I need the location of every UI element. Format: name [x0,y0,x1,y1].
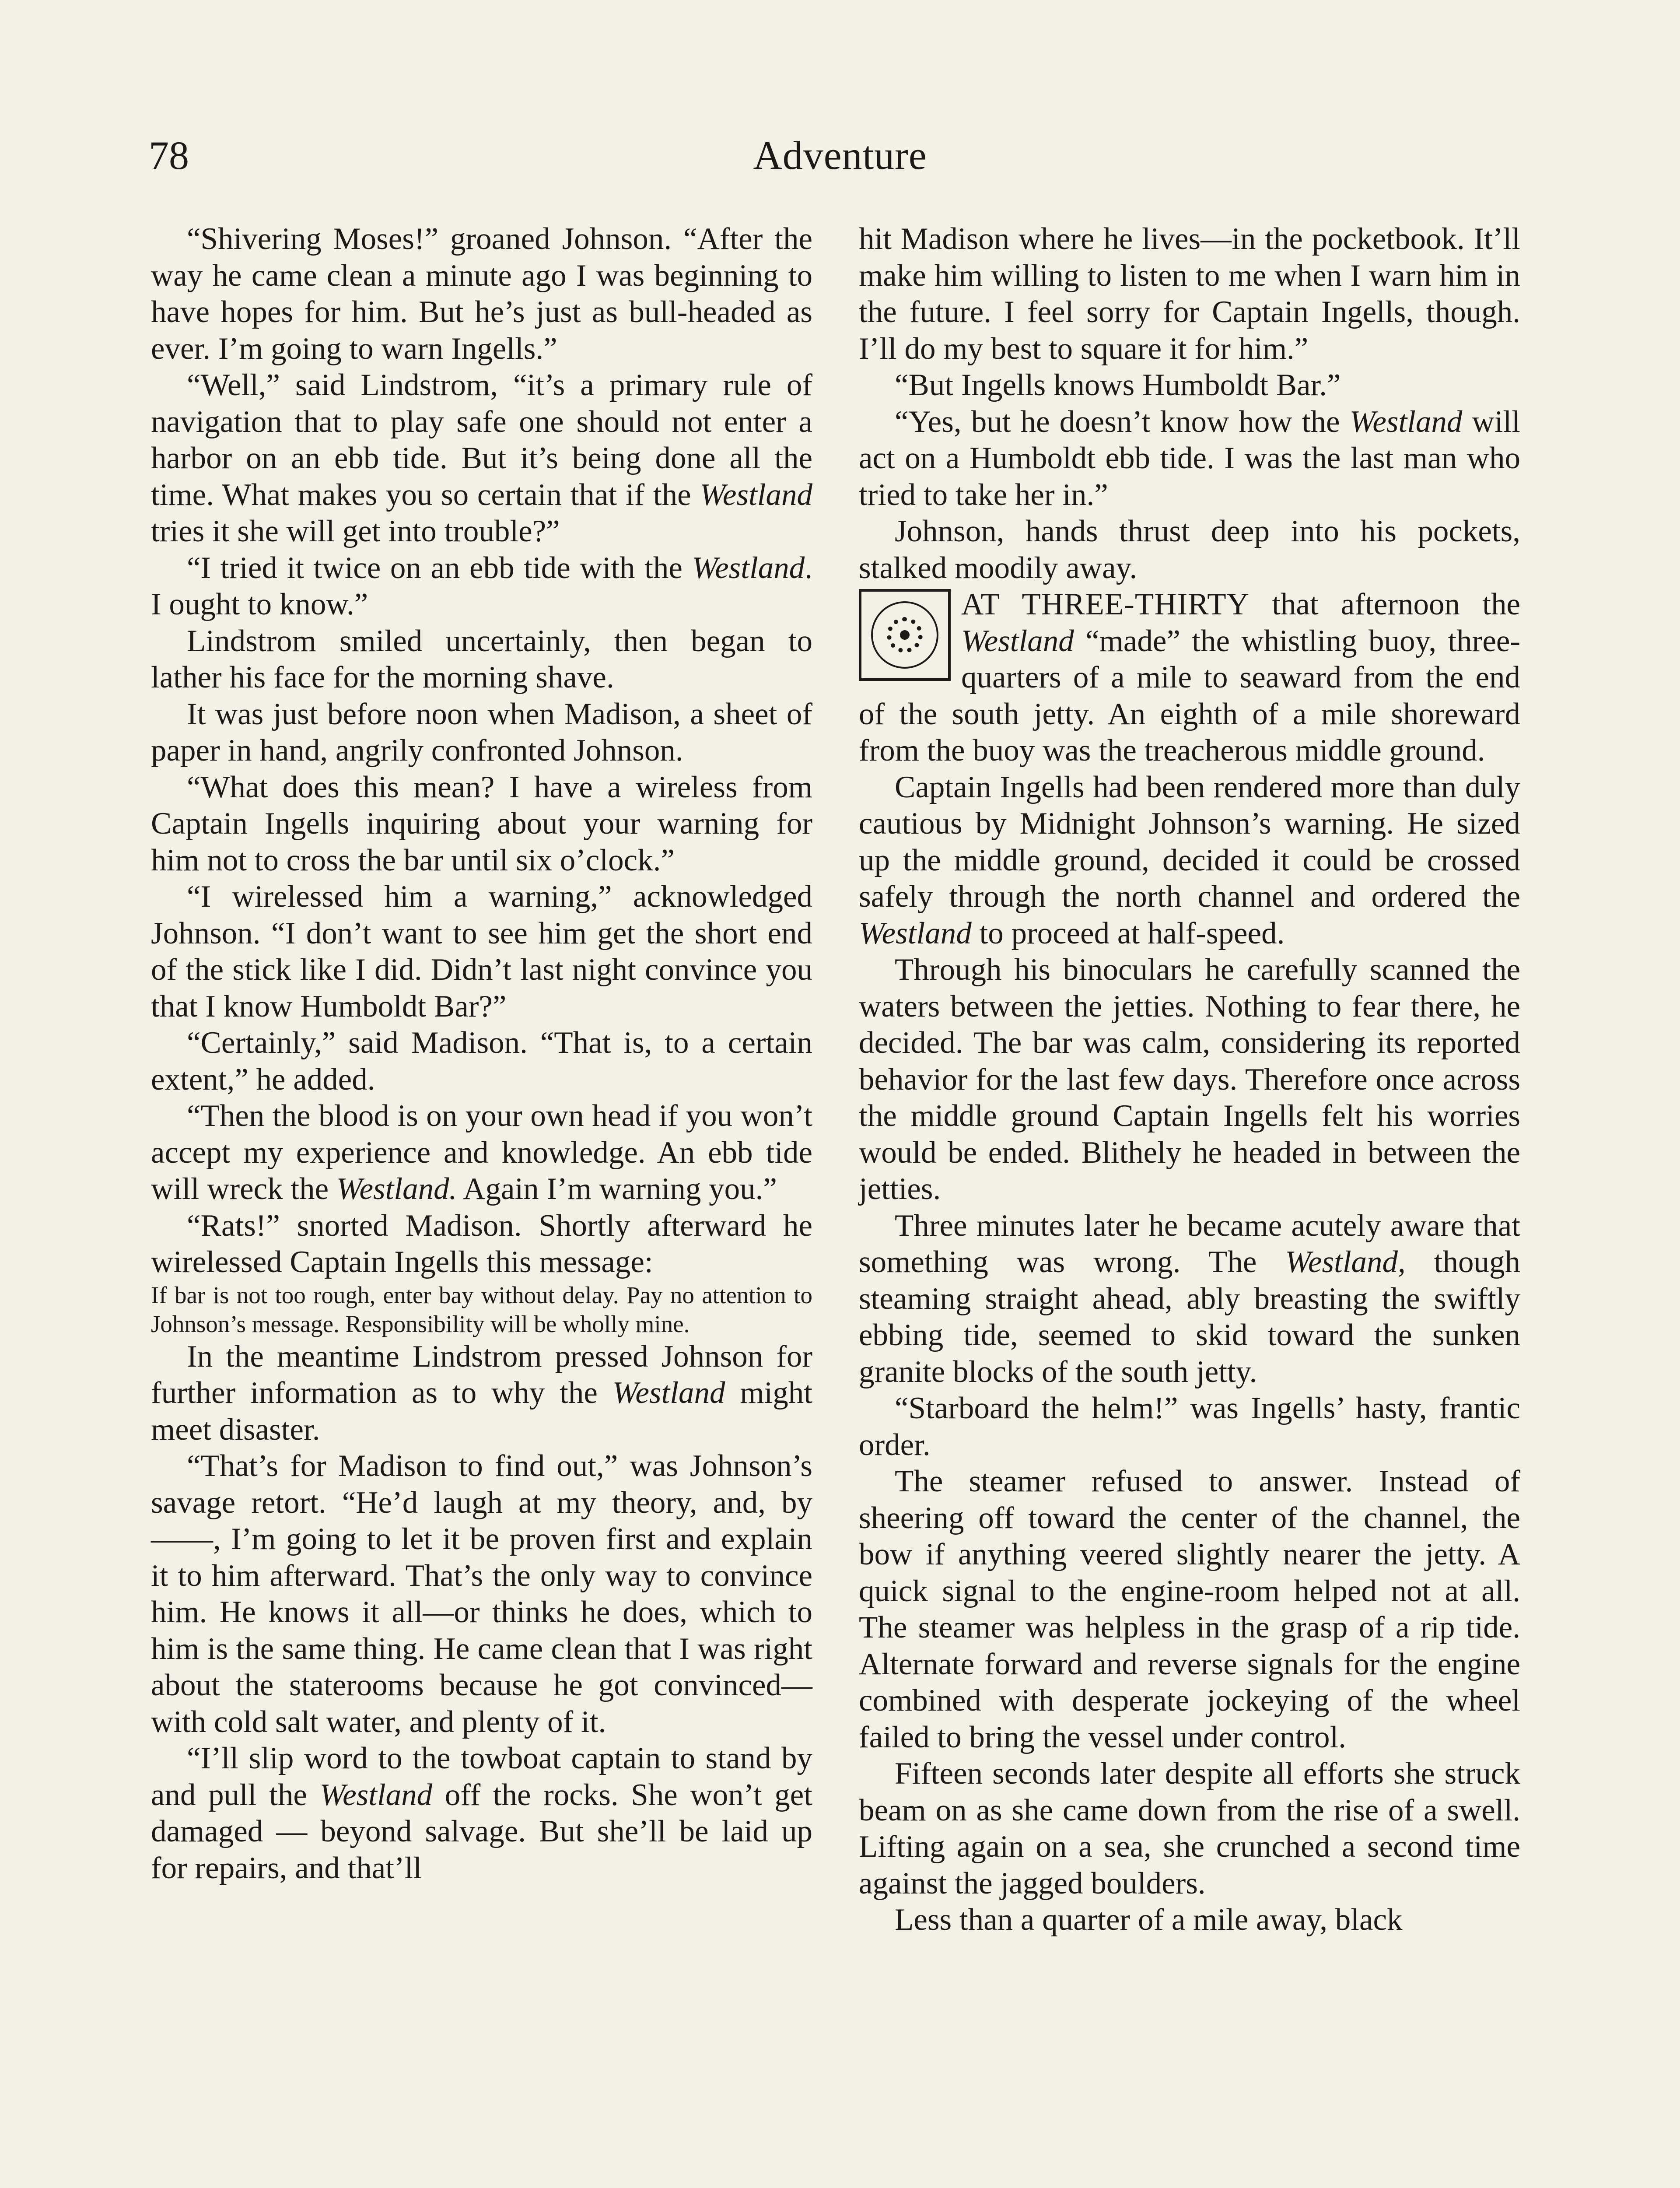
running-title: Adventure [753,133,927,178]
paragraph: Johnson, hands thrust deep into his pockets, stalked moodily away. [859,514,1520,585]
ship-name: Westland, [1285,1245,1406,1279]
left-column [151,221,812,1886]
lead-in: AT THREE-THIRTY [961,587,1250,621]
ship-name: Westland [319,1778,433,1812]
paragraph: “Rats!” snorted Madison. Shortly afterward he wirelessed Captain Ingells this message: [151,1208,812,1279]
paragraph: “Shivering Moses!” groaned Johnson. “After the way he came clean a minute ago I was beginning to have hopes for him. But he’s just as bull-headed as ever. I’m going to warn Ingells.” [151,222,812,366]
paragraph: hit Madison where he lives—in the pocketbook. It’ll make him willing to listen to me when I warn him in the future. I feel sorry for Captain Ingells, though. I’ll do my best to square it for him.” [859,222,1520,366]
paragraph: “Certainly,” said Madison. “That is, to a certain extent,” he added. [151,1026,812,1097]
paragraph: “I tried it twice on an ebb tide with the Westland. I ought to know.” [151,551,812,621]
paragraph: “Well,” said Lindstrom, “it’s a primary rule of navigation that to play safe one should not enter a harbor on an ebb tide. But it’s being done all the time. What makes you so certain that if the Westland tries it she will get into trouble?” [151,368,812,548]
ship-name: Westland [700,477,812,512]
ship-name: Westland [961,624,1074,658]
paragraph: “That’s for Madison to find out,” was Johnson’s savage retort. “He’d laugh at my theory, and, by ——, I’m going to let it be proven first and explain it to him afterward. That’s the only way to convince him. He knows it all—or thinks he does, which to him is the same thing. He came clean that I was right about the staterooms because he got convinced—with cold salt water, and plenty of it. [151,1449,812,1739]
right-column [859,221,1520,1939]
ship-name: Westland [612,1376,725,1410]
ship-name: Westland. [336,1172,457,1206]
paragraph: Fifteen seconds later despite all efforts she struck beam on as she came down from the rise of a swell. Lifting again on a sea, she crunched a second time against the jagged boulders. [859,1757,1520,1900]
paragraph: Captain Ingells had been rendered more than duly cautious by Midnight Johnson’s warning. He sized up the middle ground, decided it could be crossed safely through the north channel and ordered the Westland to proceed at half-speed. [859,770,1520,950]
page-number: 78 [149,133,189,178]
page-header [149,127,1531,193]
paragraph: “I’ll slip word to the towboat captain to stand by and pull the Westland off the rocks. She won’t get damaged — beyond salvage. But she’ll be laid up for repairs, and that’ll [151,1741,812,1885]
paragraph: “What does this mean? I have a wireless from Captain Ingells inquiring about your warning for him not to cross the bar until six o’clock.” [151,770,812,877]
paragraph: The steamer refused to answer. Instead of sheering off toward the center of the channel, the bow if anything veered slightly nearer the jetty. A quick signal to the engine-room helped not at all. The steamer was helpless in the grasp of a rip tide. Alternate forward and reverse signals for the engine combined with desperate jockeying of the wheel failed to bring the vessel under control. [859,1464,1520,1754]
paragraph: “Yes, but he doesn’t know how the Westland will act on a Humboldt ebb tide. I was the last man who tried to take her in.” [859,404,1520,512]
ship-name: Westland [692,551,805,585]
section-opening-paragraph: AT THREE-THIRTY that afternoon the Westland “made” the whistling buoy, three-quarters of a mile to seaward from the end of the south jetty. An eighth of a mile shoreward from the buoy was the treacherous middle ground. [859,587,1520,768]
wireless-message: If bar is not too rough, enter bay without delay. Pay no attention to Johnson’s message. Responsibility will be wholly mine. [151,1281,812,1337]
ship-name: Westland [1349,404,1463,439]
paragraph: “Starboard the helm!” was Ingells’ hasty, frantic order. [859,1391,1520,1462]
paragraph: Through his binoculars he carefully scanned the waters between the jetties. Nothing to fear there, he decided. The bar was calm, considering its reported behavior for the last few days. Therefore once across the middle ground Captain Ingells felt his worries would be ended. Blithely he headed in between the jetties. [859,953,1520,1206]
paragraph: “I wirelessed him a warning,” acknowledged Johnson. “I don’t want to see him get the short end of the stick like I did. Didn’t last night convince you that I know Humboldt Bar?” [151,880,812,1024]
paragraph: “But Ingells knows Humboldt Bar.” [895,368,1341,402]
paragraph: Three minutes later he became acutely aware that something was wrong. The Westland, though steaming straight ahead, ably breasting the swiftly ebbing tide, seemed to skid toward the sunken granite blocks of the south jetty. [859,1208,1520,1389]
paragraph: Lindstrom smiled uncertainly, then began to lather his face for the morning shave. [151,624,812,694]
paragraph: In the meantime Lindstrom pressed Johnson for further information as to why the Westland might meet disaster. [151,1339,812,1447]
ornament-icon [859,589,951,681]
ship-name: Westland [859,916,972,950]
paragraph: It was just before noon when Madison, a sheet of paper in hand, angrily confronted Johnson. [151,697,812,768]
paragraph: Less than a quarter of a mile away, black [895,1903,1403,1937]
paragraph: “Then the blood is on your own head if you won’t accept my experience and knowledge. An ebb tide will wreck the Westland. Again I’m warning you.” [151,1099,812,1206]
